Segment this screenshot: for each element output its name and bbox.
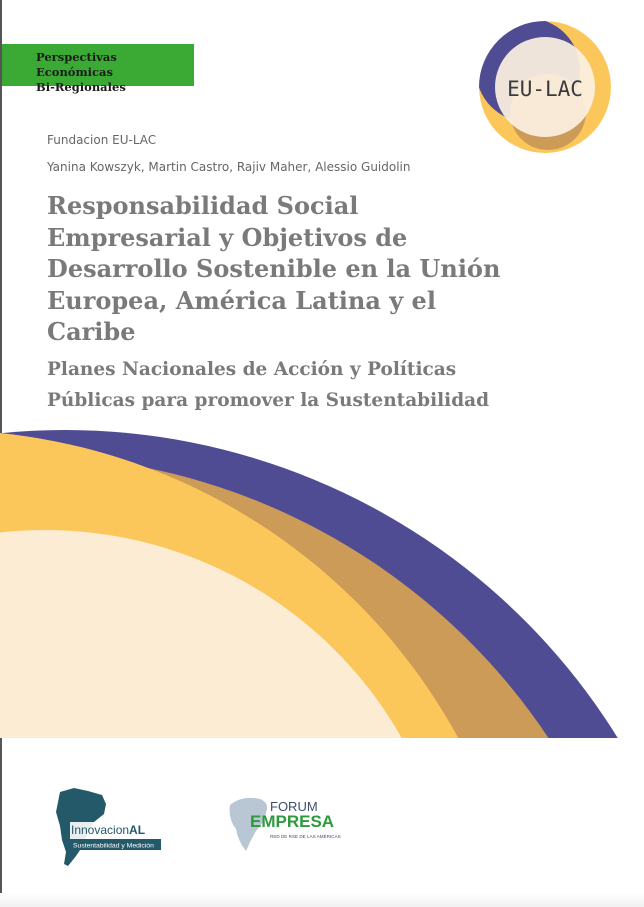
title-line: Europea, América Latina y el [47,285,436,315]
forum-line-2: EMPRESA [250,812,335,831]
innovacional-accent: AL [129,823,146,837]
bottom-edge-shade [0,893,644,907]
eu-lac-logo [476,20,614,154]
forum-line-1: FORUM [270,799,318,814]
document-title [47,190,587,348]
authors: Yanina Kowszyk, Martin Castro, Rajiv Maher, Alessio Guidolin [47,160,411,174]
subtitle-line: Públicas para promover la Sustentabilidad [47,390,490,411]
foundation-name: Fundacion EU-LAC [47,133,157,147]
series-line-2: Bi-Regionales [36,80,126,94]
innovacional-name: Innovacion [71,823,130,837]
title-line: Caribe [47,317,136,346]
title-line: Responsabilidad Social [47,191,359,220]
logo-text: EU-LAC [507,77,583,101]
title-line: Desarrollo Sostenible en la Unión [47,254,501,283]
document-subtitle [47,354,607,416]
subtitle-line: Planes Nacionales de Acción y Políticas [47,359,457,380]
svg-text:InnovacionAL [71,823,145,837]
forum-tagline: RED DE RSE DE LAS AMÉRICAS [270,834,341,839]
series-line-1: Perspectivas Económicas [36,50,117,79]
innovacional-tagline: Sustentabilidad y Medición [73,842,154,850]
series-badge [2,44,194,94]
title-line: Empresarial y Objetivos de [47,222,408,252]
innovacional-logo [54,786,164,868]
forum-empresa-logo [224,793,354,853]
decorative-arcs [0,410,644,750]
